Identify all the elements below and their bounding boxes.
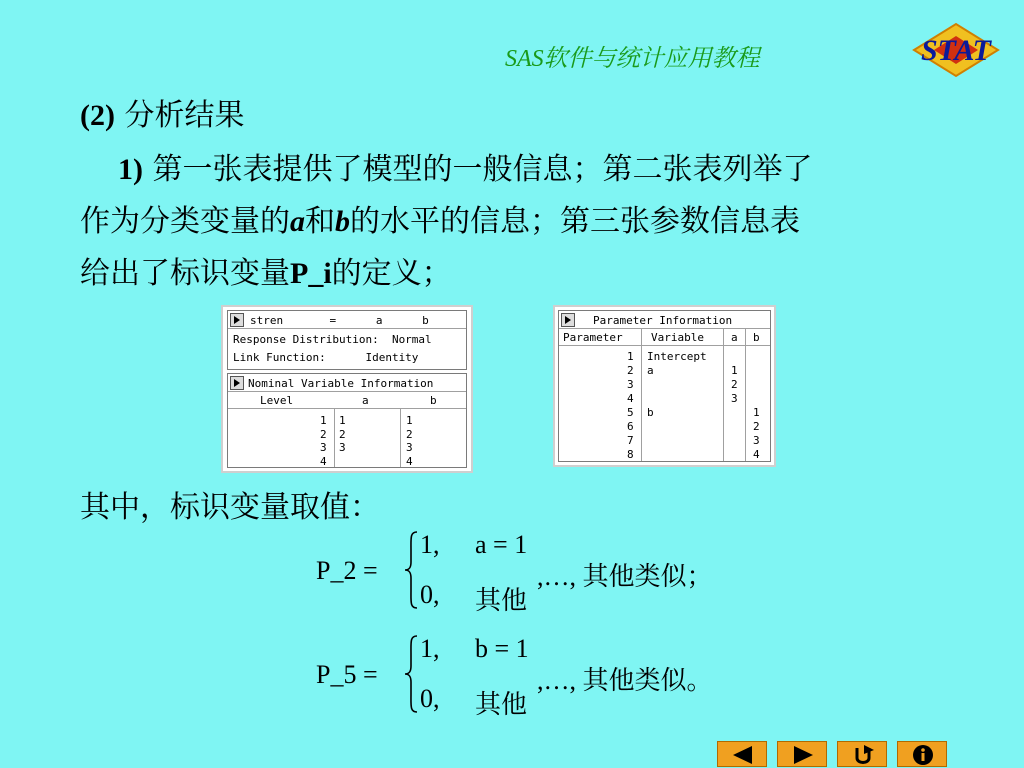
parameter-information-table <box>558 310 771 462</box>
paragraph-line-2 <box>80 196 800 240</box>
col-a: a <box>731 331 738 344</box>
para-number: 1) <box>118 153 143 186</box>
param-variable-cell: a <box>647 364 654 377</box>
nominal-b-cell: 3 <box>406 441 413 454</box>
formula1-case1: 1, <box>420 530 440 559</box>
header-title: SAS软件与统计应用教程 <box>505 46 760 72</box>
nominal-variable-table <box>227 373 467 468</box>
nominal-a-cell: 3 <box>339 441 346 454</box>
return-button[interactable] <box>837 741 887 767</box>
values-heading: 其中，标识变量取值： <box>80 490 380 525</box>
param-number-cell: 6 <box>627 420 634 433</box>
nominal-a-cell: 2 <box>339 427 346 441</box>
nominal-level-cell: 2 <box>320 427 327 441</box>
formula1-cond1: a = 1 <box>475 530 528 559</box>
param-number-cell: 2 <box>627 364 634 377</box>
param-number-cell: 5 <box>627 406 634 419</box>
param-a-cell: 3 <box>731 392 738 405</box>
param-a-cell: 2 <box>731 378 738 391</box>
param-variable-cell: Intercept <box>647 350 707 363</box>
para-text-2c: 的水平的信息；第三张参数信息表 <box>350 204 800 239</box>
info-icon <box>898 742 948 768</box>
para-text-3a: 给出了标识变量 <box>80 256 290 291</box>
nominal-level-cell: 1 <box>320 414 327 427</box>
param-number-cell: 1 <box>627 350 634 363</box>
logo-text: STAT <box>920 34 992 67</box>
param-number-cell: 7 <box>627 434 634 447</box>
formula1-case2: 0, <box>420 580 440 609</box>
nominal-b-cell: 4 <box>406 454 413 468</box>
model-row-distribution: Response Distribution: Normal <box>233 333 432 346</box>
info-button[interactable] <box>897 741 947 767</box>
param-number-cell: 3 <box>627 378 634 391</box>
para-text-2a: 作为分类变量的 <box>80 204 290 239</box>
brace-icon <box>404 530 418 610</box>
nominal-title: Nominal Variable Information <box>248 377 434 390</box>
param-number-cell: 8 <box>627 448 634 461</box>
section-heading <box>80 90 245 134</box>
param-b-cell: 3 <box>753 434 760 447</box>
col-b: b <box>430 394 437 407</box>
col-b: b <box>753 331 760 344</box>
col-variable: Variable <box>651 331 704 344</box>
heading-number: (2) <box>80 99 115 132</box>
nominal-b-cell: 2 <box>406 427 413 441</box>
col-a: a <box>362 394 369 407</box>
model-row-link: Link Function: Identity <box>233 351 419 364</box>
formula2-case1: 1, <box>420 634 440 663</box>
formula1-tail: ,…, 其他类似； <box>537 562 713 591</box>
param-b-cell: 4 <box>753 448 760 461</box>
prev-button[interactable] <box>717 741 767 767</box>
formula2-lhs: P_5 = <box>316 660 378 689</box>
heading-text: 分析结果 <box>114 98 245 133</box>
param-b-cell: 2 <box>753 420 760 433</box>
nominal-level-cell: 4 <box>320 454 327 468</box>
var-pi: P_i <box>290 257 332 290</box>
next-button[interactable] <box>777 741 827 767</box>
var-a: a <box>290 205 305 238</box>
brace-icon <box>404 634 418 714</box>
param-a-cell: 1 <box>731 364 738 377</box>
nominal-a-cell: 1 <box>339 414 346 427</box>
left-tables-panel <box>221 305 473 473</box>
param-number-cell: 4 <box>627 392 634 405</box>
stat-logo <box>904 22 1008 78</box>
next-icon <box>778 742 828 768</box>
formula1-cond2: 其他 <box>475 586 528 615</box>
formula2-cond1: b = 1 <box>475 634 529 663</box>
model-header: stren = a b <box>250 314 429 327</box>
formula2-case2: 0, <box>420 684 440 713</box>
param-variable-cell: b <box>647 406 654 419</box>
return-icon <box>838 742 888 768</box>
nominal-level-cell: 3 <box>320 441 327 454</box>
prev-icon <box>718 742 768 768</box>
formula1-lhs: P_2 = <box>316 556 378 585</box>
right-table-panel <box>553 305 776 467</box>
paragraph-line-1 <box>118 144 813 188</box>
para-text-1: 第一张表提供了模型的一般信息；第二张表列举了 <box>143 152 813 187</box>
para-text-2b: 和 <box>305 204 335 239</box>
nominal-b-cell: 1 <box>406 414 413 427</box>
var-b: b <box>335 205 350 238</box>
param-b-cell: 1 <box>753 406 760 419</box>
col-level: Level <box>260 394 294 407</box>
col-parameter: Parameter <box>563 331 623 344</box>
formula2-cond2: 其他 <box>475 690 528 719</box>
formula2-tail: ,…, 其他类似。 <box>537 666 713 695</box>
param-title: Parameter Information <box>593 314 733 327</box>
para-text-3b: 的定义； <box>331 256 452 291</box>
paragraph-line-3 <box>80 248 452 292</box>
model-info-table <box>227 310 467 370</box>
